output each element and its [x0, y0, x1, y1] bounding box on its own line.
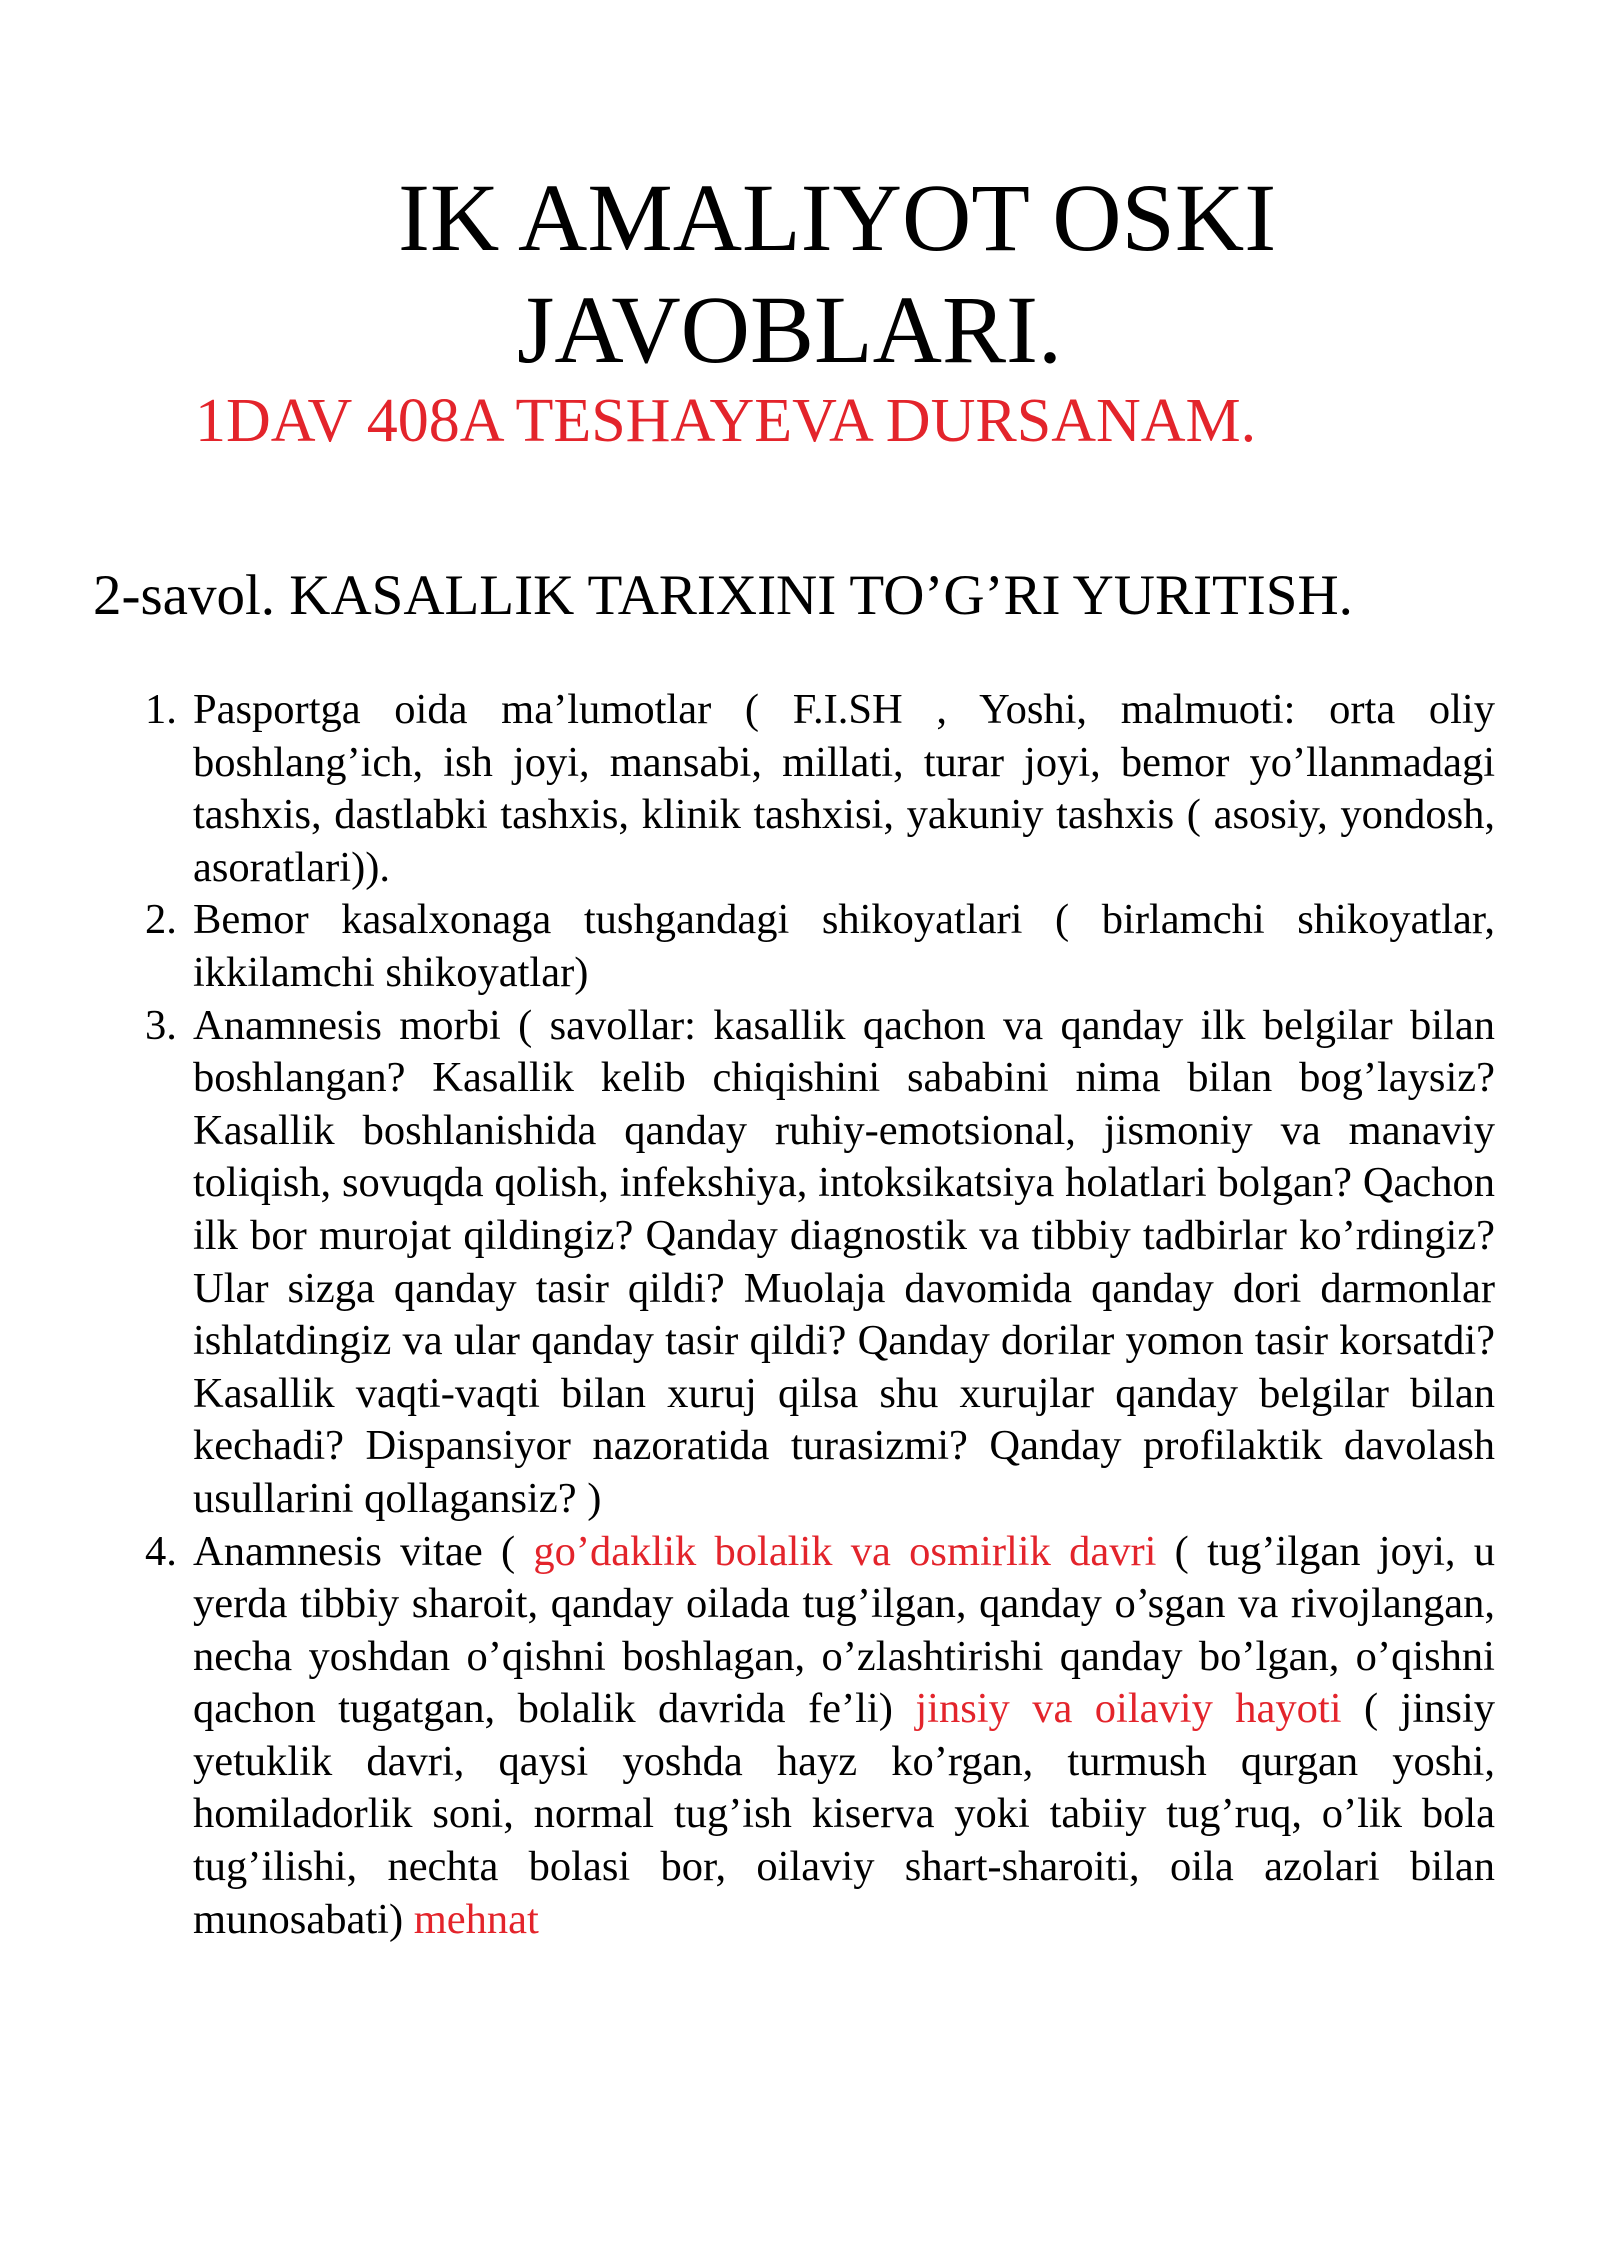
- list-item-text: Anamnesis morbi ( savollar: kasallik qachon va qanday ilk belgilar bilan boshlangan? Kasallik kelib chiqishini sababini nima bilan bog’laysiz? Kasallik boshlanishida qanday ruhiy-emotsional, jismoniy va manaviy toliqish, sovuqda qolish, infekshiya, intoksikatsiya holatlari bolgan? Qachon ilk bor murojat qildingiz? Qanday diagnostik va tibbiy tadbirlar ko’rdingiz? Ular sizga qanday tasir qildi? Muolaja davomida qanday dori darmonlar ishlatdingiz va ular qanday tasir qildi? Qanday dorilar yomon tasir korsatdi? Kasallik vaqti-vaqti bilan xuruj qilsa shu xurujlar qanday belgilar bilan kechadi? Dispansiyor nazoratida turasizmi? Qanday profilaktik davolash usullarini qollagansiz? ): [193, 1001, 1495, 1522]
- list-item-number: 3.: [145, 1001, 177, 1049]
- list-item: [145, 1000, 1495, 1526]
- document-title-line-1: IK AMALIYOT OSKI: [398, 164, 1277, 271]
- list-item-number: 1.: [145, 686, 177, 733]
- question-heading: 2-savol. KASALLIK TARIXINI TO’G’RI YURITISH.: [93, 564, 1353, 627]
- list-item: [145, 1526, 1496, 1947]
- highlighted-section-heading: go’daklik bolalik va osmirlik davri: [533, 1527, 1157, 1575]
- list-item-text: Pasportga oida ma’lumotlar ( F.I.SH , Yoshi, malmuoti: orta oliy boshlang’ich, ish joyi, mansabi, millati, turar joyi, bemor yo’llanmadagi tashxis, dastlabki tashxis, klinik tashxisi, yakuniy tashxis ( asosiy, yondosh, asoratlari)).: [193, 686, 1495, 891]
- highlighted-section-heading: jinsiy va oilaviy hayoti: [915, 1685, 1342, 1733]
- document-title-line-2: JAVOBLARI.: [517, 276, 1062, 383]
- list-item-text-part: ( tug’ilgan joyi, u yerda tibbiy sharoit, qanday oilada tug’ilgan, qanday o’sgan va rivojlangan, necha yoshdan o’qishni boshlagan, o’zlashtirishi qanday bo’lgan, o’qishni qachon tugatgan, bolalik davrida fe’li): [193, 1527, 1496, 1733]
- list-item-text-part: ( jinsiy yetuklik davri, qaysi yoshda hayz ko’rgan, turmush qurgan yoshi, homiladorlik soni, normal tug’ish kiserva yoki tabiiy tug’ruq, o’lik bola tug’ilishi, nechta bolasi bor, oilaviy shart-sharoiti, oila azolari bilan munosabati): [193, 1685, 1496, 1943]
- list-item-text: Bemor kasalxonaga tushgandagi shikoyatlari ( birlamchi shikoyatlar, ikkilamchi shikoyatlar): [193, 896, 1495, 996]
- answer-list: [145, 684, 1496, 1946]
- list-item: [145, 894, 1495, 999]
- list-item: [145, 684, 1495, 894]
- author-subtitle: 1DAV 408A TESHAYEVA DURSANAM.: [195, 387, 1257, 455]
- list-item-number: 2.: [145, 896, 177, 944]
- list-item-text-part: Anamnesis vitae (: [193, 1527, 534, 1575]
- highlighted-section-heading: mehnat: [413, 1895, 539, 1943]
- list-item-number: 4.: [145, 1527, 177, 1575]
